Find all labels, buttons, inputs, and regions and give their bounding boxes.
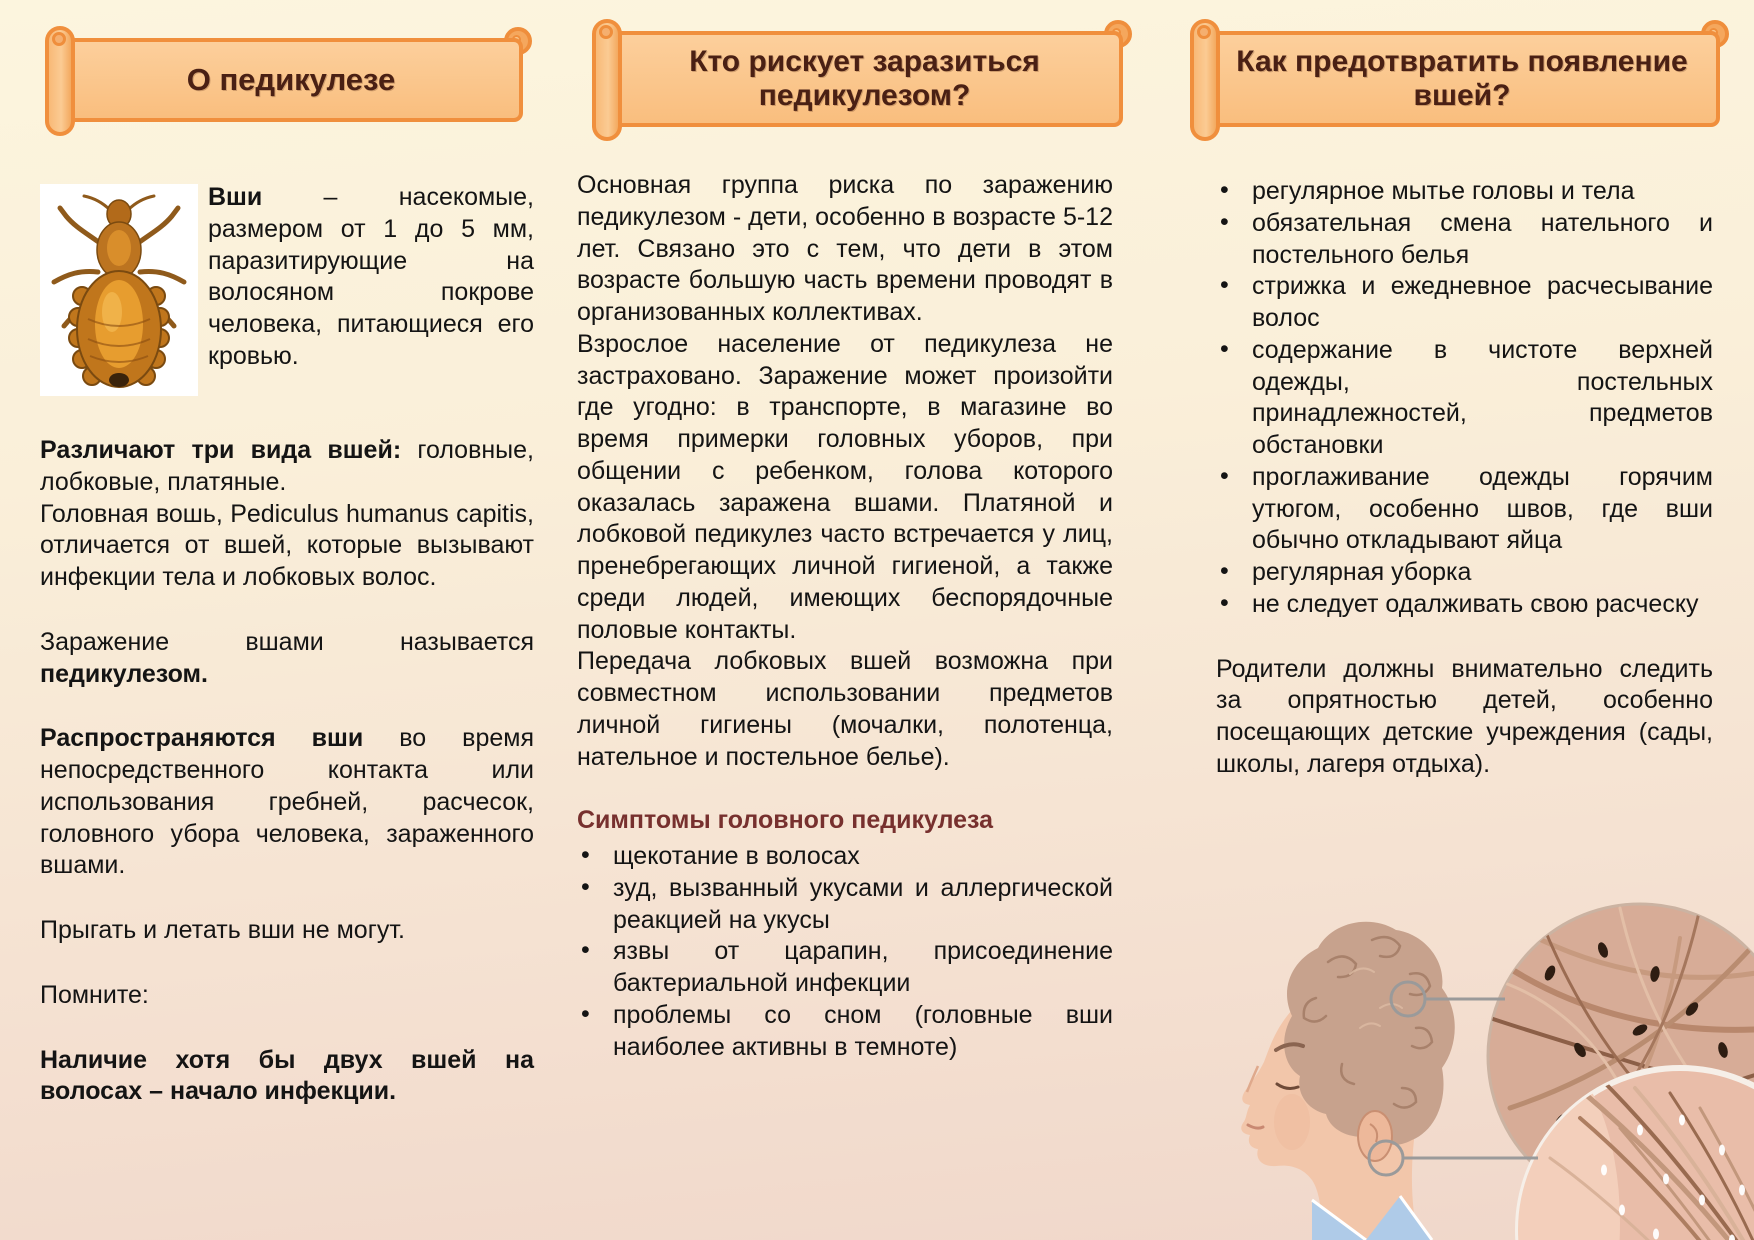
scroll-roll-icon: [592, 19, 622, 141]
types-paragraph: Различают три вида вшей: головные, лобковые, платяные.: [40, 436, 534, 496]
warning-paragraph: Наличие хотя бы двух вшей на волосах – начало инфекции.: [40, 1045, 534, 1106]
prevention-list: [1216, 176, 1713, 621]
remember-label: Помните:: [40, 980, 149, 1009]
banner-body: [606, 31, 1123, 127]
head-louse-paragraph: Головная вошь, Pediculus humanus capitis, отличается от вшей, которые вызывают инфекции тела и лобковых волос.: [40, 499, 534, 591]
risk-paragraph-1: Основная группа риска по заражению педикулезом - дети, особенно в возрасте 5-12 лет. Связано это с тем, что дети в этом возрасте большую часть времени проводят в организованных коллективах.: [577, 171, 1113, 326]
scroll-roll-icon: [45, 26, 75, 136]
banner-about: [45, 38, 523, 122]
list-item: • язвы от царапин, присоединение бактериальной инфекции: [577, 936, 1113, 1000]
list-item: • проблемы со сном (головные вши наиболее активны в темноте): [577, 1000, 1113, 1064]
list-item: • щекотание в волосах: [577, 841, 1113, 873]
intro-paragraph: Вши – насекомые, размером от 1 до 5 мм, паразитирующие на волосяном покрове человека, питающиеся его кровью.: [208, 183, 534, 370]
louse-image: [40, 184, 198, 396]
risk-paragraph-2: Взрослое население от педикулеза не застраховано. Заражение может произойти где угодно: в транспорте, в магазине во время примерки головных уборов, при общении с ребенком, голова которого оказалась заражена вшами. Платяной и лобковой педикулез часто встречается у лиц, пренебрегающих личной гигиеной, а также среди людей, имеющих беспорядочные половые контакты.: [577, 329, 1113, 644]
column-about: [40, 182, 534, 1108]
boy-illustration-svg: [1080, 878, 1754, 1240]
banner-title: О педикулезе: [186, 62, 396, 98]
risk-paragraph-3: Передача лобковых вшей возможна при совместном использовании предметов личной гигиены (мочалки, полотенца, нательное и постельное белье).: [577, 647, 1113, 771]
symptoms-title: Симптомы головного педикулеза: [577, 806, 994, 835]
louse-photo: [40, 184, 198, 396]
jump-paragraph: Прыгать и летать вши не могут.: [40, 916, 405, 944]
intro-lead: Вши: [208, 183, 263, 211]
banner-prevention: [1190, 31, 1720, 127]
parents-paragraph: Родители должны внимательно следить за опрятностью детей, особенно посещающих детские учреждения (сады, школы, лагеря отдыха).: [1216, 654, 1713, 778]
boy-lice-illustration: [1080, 878, 1754, 1240]
list-item: • регулярная уборка: [1216, 557, 1713, 589]
list-item: • зуд, вызванный укусами и аллергической реакцией на укусы: [577, 873, 1113, 937]
list-item: • не следует одалживать свою расческу: [1216, 589, 1713, 621]
infection-paragraph: Заражение вшами называется педикулезом.: [40, 627, 534, 688]
list-item: • обязательная смена нательного и постельного белья: [1216, 208, 1713, 272]
banner-body: [1204, 31, 1720, 127]
list-item: • регулярное мытье головы и тела: [1216, 176, 1713, 208]
symptoms-list: [577, 841, 1113, 1063]
boy-ear: [1358, 1111, 1392, 1161]
scroll-roll-icon: [1190, 19, 1220, 141]
banner-who-risks: [592, 31, 1123, 127]
intro-block: [40, 182, 534, 373]
banner-title: Как предотвратить появление вшей?: [1236, 44, 1688, 112]
boy-head: [1241, 922, 1455, 1240]
spread-paragraph: Распространяются вши во время непосредственного контакта или использования гребней, расчесок, головного убора человека, зараженного вшами.: [40, 724, 534, 880]
banner-body: [59, 38, 523, 122]
banner-title: Кто рискует заразиться педикулезом?: [689, 44, 1040, 112]
louse-thorax-inner: [107, 230, 131, 266]
column-who-risks: [577, 170, 1113, 1063]
list-item: • проглаживание одежды горячим утюгом, особенно швов, где вши обычно откладывают яйца: [1216, 462, 1713, 557]
list-item: • содержание в чистоте верхней одежды, постельных принадлежностей, предметов обстановки: [1216, 335, 1713, 462]
column-prevention: [1216, 172, 1713, 781]
list-item: • стрижка и ежедневное расчесывание волос: [1216, 271, 1713, 335]
